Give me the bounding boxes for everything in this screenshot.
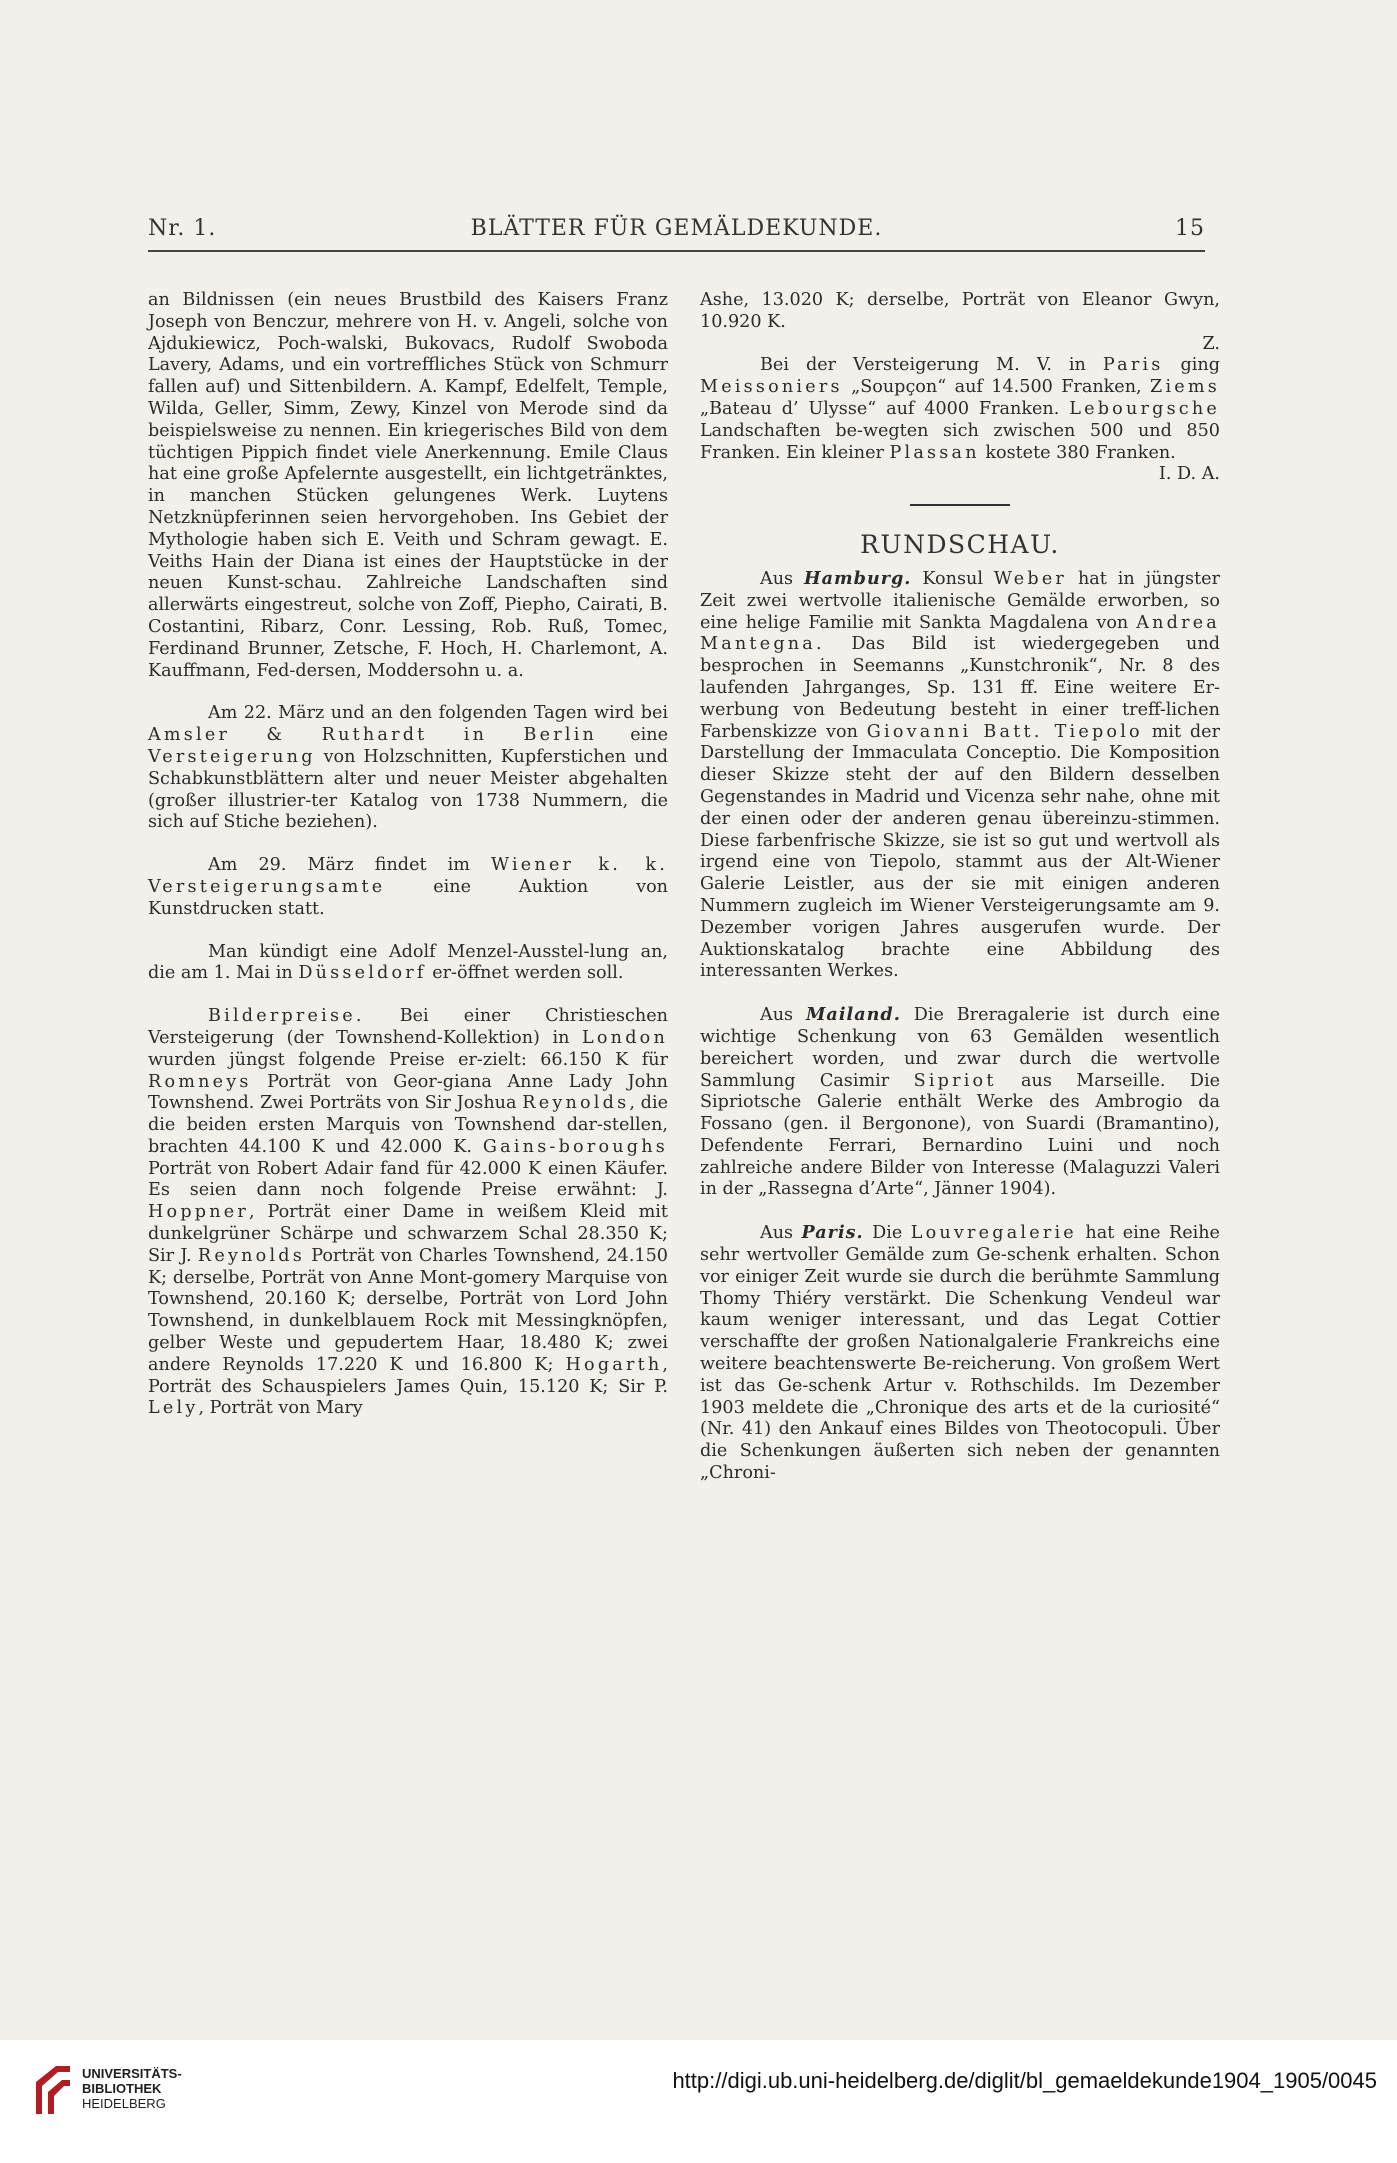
header-rule — [148, 250, 1205, 252]
journal-title: BLÄTTER FÜR GEMÄLDEKUNDE. — [470, 216, 883, 241]
right-column — [700, 290, 1220, 1485]
page-number: 15 — [1175, 216, 1205, 241]
library-name: UNIVERSITÄTS- BIBLIOTHEK HEIDELBERG — [82, 2066, 182, 2111]
page-header — [148, 216, 1205, 250]
paragraph-hamburg: Aus Hamburg. Konsul Weber hat in jüngster Zeit zwei wertvolle italienische Gemälde erworben, so eine helige Familie mit Sankta Magdalena von Andrea Mantegna. Das Bild ist wiedergegeben und besprochen in Seemanns „Kunstchronik“, Nr. 8 des laufenden Jahrganges, Sp. 131 ff. Eine weitere Er-werbung von Bedeutung besteht in einer treff-lichen Farbenskizze von Giovanni Batt. Tiepolo mit der Darstellung der Immaculata Conceptio. Die Komposition dieser Skizze steht der auf den Bildern desselben Gegenstandes in Madrid und Vicenza sehr nahe, ohne mit der einen oder der anderen genau übereinzu-stimmen. Diese farbenfrische Skizze, sie ist so gut und wertvoll als irgend eine von Tiepolo, stammt aus der Alt-Wiener Galerie Leistler, aus der sie mit einigen anderen Nummern zugleich im Wiener Versteigerungsamte am 9. Dezember vorigen Jahres ausgerufen wurde. Der Auktionskatalog brachte eine Abbildung des interessanten Werkes. — [700, 567, 1221, 982]
paragraph-exhibition: an Bildnissen (ein neues Brustbild des Kaisers Franz Joseph von Benczur, mehrere von H. v. Angeli, solche von Ajdukiewicz, Poch-walski, Bukovacs, Rudolf Swoboda Lavery, Adams, und ein vortreffliches Stück von Schmurr fallen auf) und Sittenbildern. A. Kampf, Edelfelt, Temple, Wilda, Geller, Simm, Zewy, Kinzel von Merode sind da beispielsweise zu nennen. Ein kriegerisches Bild von dem tüchtigen Pippich findet viele Anerkennung. Emile Claus hat eine große Apfelernte ausgestellt, ein lichtgetränktes, in manchen Stücken gelungenes Werk. Luytens Netzknüpferinnen seien hervorgehoben. Ins Gebiet der Mythologie haben sich E. Veith und Schram gewagt. E. Veiths Hain der Diana ist eines der Hauptstücke in der neuen Kunst-schau. Zahlreiche Landschaften sind allerwärts eingestreut, solche von Zoff, Piepho, Cairati, B. Costantini, Ribarz, Conr. Lessing, Rob. Ruß, Tomec, Ferdinand Brunner, Zetsche, F. Hoch, H. Charlemont, A. Kauffmann, Fed-dersen, Moddersohn u. a. — [148, 290, 668, 681]
section-title-rundschau: RUNDSCHAU. — [860, 530, 1060, 560]
paragraph-paris: Aus Paris. Die Louvregalerie hat eine Reihe sehr wertvoller Gemälde zum Ge-schenk erhalten. Schon vor einiger Zeit wurde sie durch die berühmte Sammlung Thomy Thiéry verstärkt. Die Schenkung Vendeul war kaum weniger interessant, und das Legat Cottier verschaffte der großen Nationalgalerie Frankreichs eine weitere beachtenswerte Be-reicherung. Von großem Wert ist das Ge-schenk Artur v. Rothschilds. Im Dezember 1903 meldete die „Chronique des arts et de la curiosité“ (Nr. 41) den Ankauf eines Bildes von Theotocopuli. Über die Schenkungen äußerten sich neben der genannten „Chroni- — [700, 1222, 1220, 1484]
paragraph-continuation: Ashe, 13.020 K; derselbe, Porträt von Eleanor Gwyn, 10.920 K. — [700, 290, 1220, 332]
issue-number: Nr. 1. — [148, 216, 217, 241]
viewer-footer — [0, 2040, 1397, 2163]
signature-ida: I. D. A. — [1158, 464, 1220, 485]
paragraph-vienna-auction: Am 29. März findet im Wiener k. k. Versteigerungsamte eine Auktion von Kunstdrucken statt. — [148, 855, 669, 919]
paragraph-menzel-exhibition: Man kündigt eine Adolf Menzel-Ausstel-lung an, die am 1. Mai in Düsseldorf er-öffnet werden soll. — [148, 941, 668, 984]
paragraph-berlin-auction: Am 22. März und an den folgenden Tagen wird bei Amsler & Ruthardt in Berlin eine Versteigerung von Holzschnitten, Kupferstichen und Schabkunstblättern alter und neuer Meister abgehalten (großer illustrier-ter Katalog von 1738 Nummern, die sich auf Stiche beziehen). — [148, 703, 668, 833]
left-column — [148, 290, 668, 1420]
library-logo-icon — [32, 2062, 74, 2118]
paragraph-paris-auction: Bei der Versteigerung M. V. in Paris ging Meissoniers „Soupçon“ auf 14.500 Franken, Ziems „Bateau d’ Ulysse“ auf 4000 Franken. Lebourgsche Landschaften be-wegten sich zwischen 500 und 850 Franken. Ein kleiner Plassan kostete 380 Franken. — [700, 355, 1220, 463]
paragraph-mailand: Aus Mailand. Die Breragalerie ist durch eine wichtige Schenkung von 63 Gemälden wesentlich bereichert worden, und zwar durch die wertvolle Sammlung Casimir Sipriot aus Marseille. Die Sipriotsche Galerie enthält Werke des Ambrogio da Fossano (gen. il Bergonone), von Suardi (Bramantino), Defendente Ferrari, Bernardino Luini und noch zahlreiche andere Bilder von Interesse (Malaguzzi Valeri in der „Rassegna d’Arte“, Jänner 1904). — [700, 1004, 1220, 1200]
permalink-url[interactable]: http://digi.ub.uni-heidelberg.de/diglit/bl_gemaeldekunde1904_1905/0045 — [672, 2068, 1377, 2093]
paragraph-bilderpreise: Bilderpreise. Bei einer Christieschen Versteigerung (der Townshend-Kollektion) in London wurden jüngst folgende Preise er-zielt: 66.150 K für Romneys Porträt von Geor-giana Anne Lady John Townshend. Zwei Porträts von Sir Joshua Reynolds, die die beiden ersten Marquis von Townshend dar-stellen, brachten 44.100 K und 42.000 K. Gains-boroughs Porträt von Robert Adair fand für 42.000 K einen Käufer. Es seien dann noch folgende Preise erwähnt: J. Hoppner, Porträt einer Dame in weißem Kleid mit dunkelgrüner Schärpe und schwarzem Schal 28.350 K; Sir J. Reynolds Porträt von Charles Townshend, 24.150 K; derselbe, Porträt von Anne Mont-gomery Marquise von Townshend, 20.160 K; derselbe, Porträt von Lord John Townshend, in dunkelblauem Rock mit Messingknöpfen, gelber Weste und gepudertem Haar, 18.480 K; zwei andere Reynolds 17.220 K und 16.800 K; Hogarth, Porträt des Schauspielers James Quin, 15.120 K; Sir P. Lely, Porträt von Mary — [148, 1006, 668, 1419]
section-divider — [910, 504, 1010, 506]
signature-z: Z. — [1202, 333, 1220, 354]
